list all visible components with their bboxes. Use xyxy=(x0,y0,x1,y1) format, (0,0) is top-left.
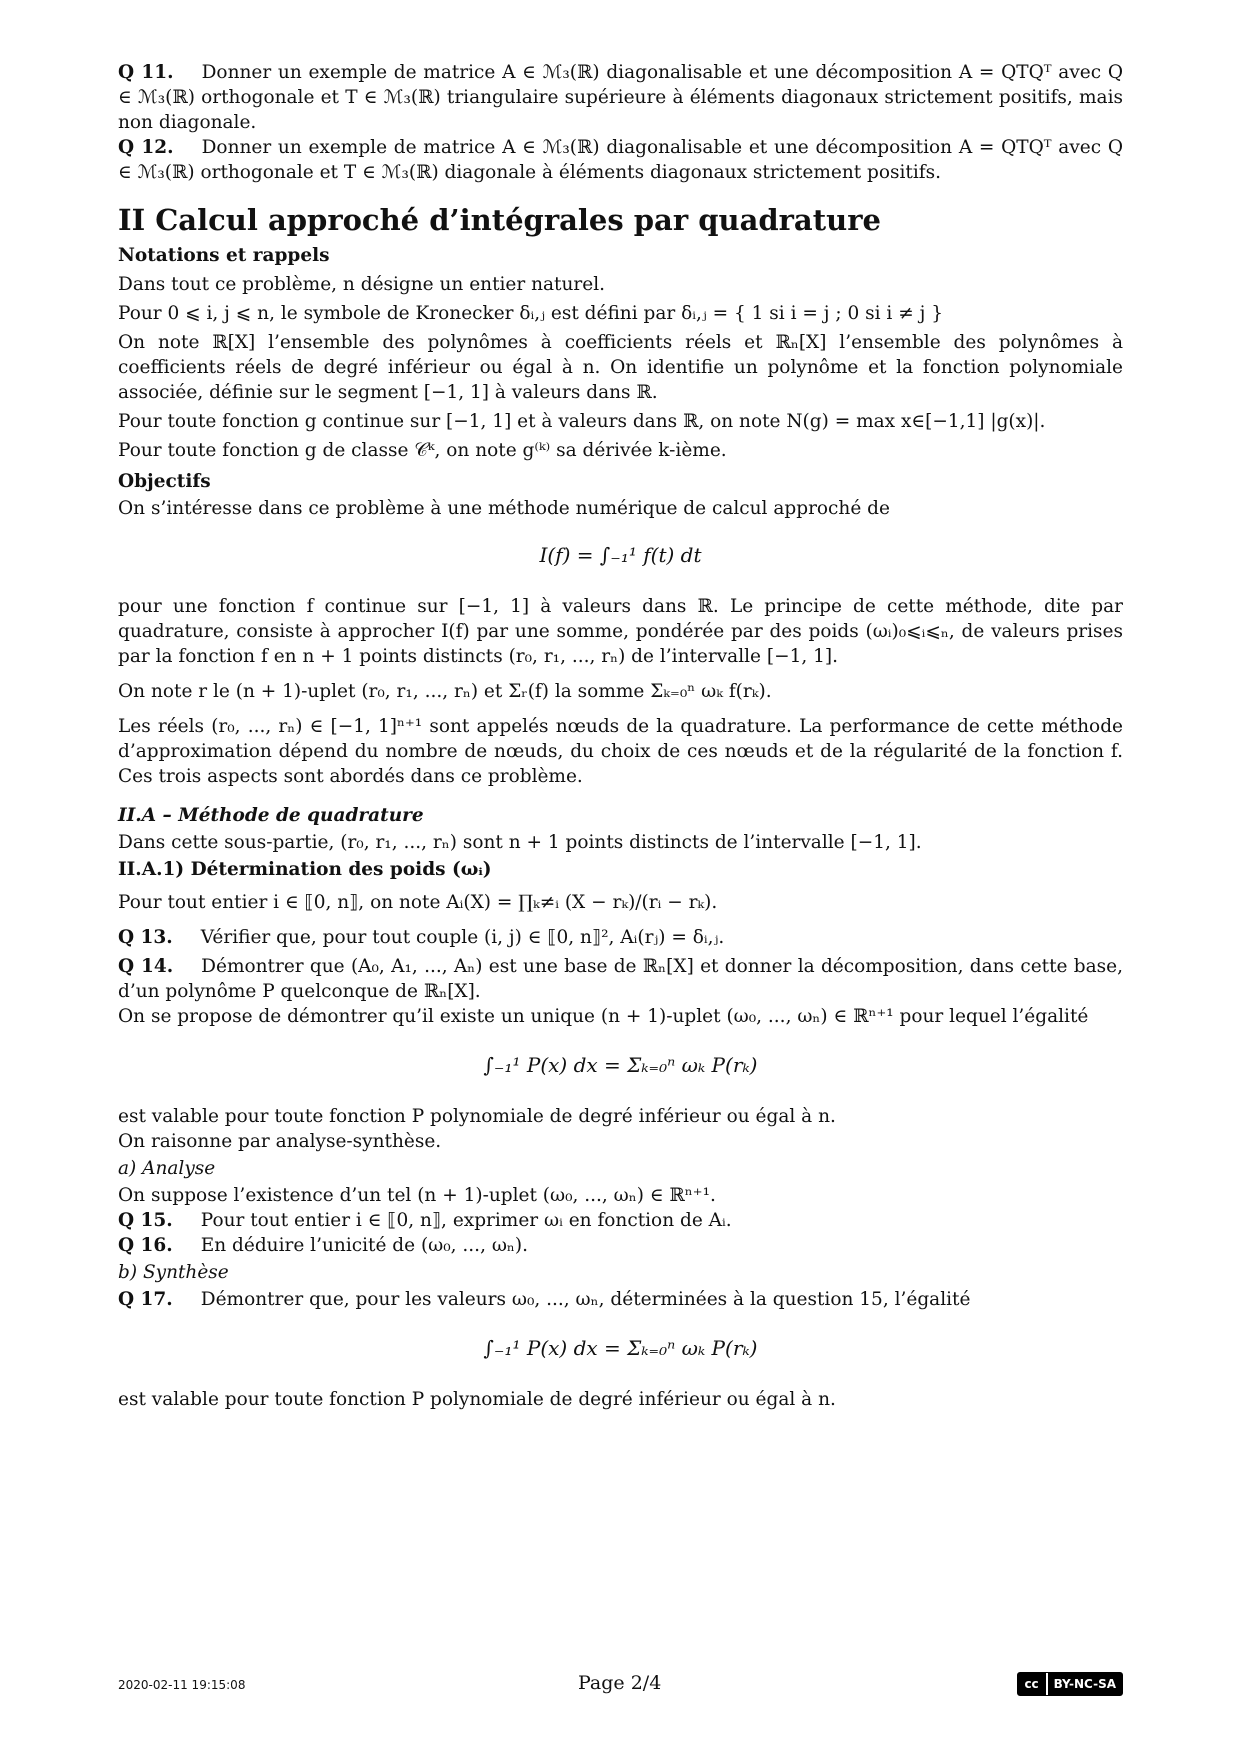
part-b-title: b) Synthèse xyxy=(118,1262,229,1283)
question-15 xyxy=(118,1208,1123,1233)
question-11 xyxy=(118,60,1123,135)
paragraph: pour une fonction f continue sur [−1, 1] à valeurs dans ℝ. Le principe de cette méthode, dite par quadrature, consiste à approcher I(f) par une somme, pondérée par des poids (ωᵢ)₀⩽ᵢ⩽ₙ, de valeurs prises par la fonction f en n + 1 points distincts (r₀, r₁, ..., rₙ) de l’intervalle [−1, 1]. xyxy=(118,596,1123,667)
question-label: Q 13. xyxy=(118,927,173,948)
paragraph: On suppose l’existence d’un tel (n + 1)-uplet (ω₀, ..., ωₙ) ∈ ℝⁿ⁺¹. xyxy=(118,1185,716,1206)
question-text: Pour tout entier i ∈ ⟦0, n⟧, exprimer ωᵢ en fonction de Aᵢ. xyxy=(200,1210,732,1231)
page-number: Page 2/4 xyxy=(578,1672,662,1694)
question-text: Démontrer que (A₀, A₁, ..., Aₙ) est une base de ℝₙ[X] et donner la décomposition, dans cette base, d’un polynôme P quelconque de ℝₙ[X]. xyxy=(118,956,1123,1002)
question-text: En déduire l’unicité de (ω₀, ..., ωₙ). xyxy=(200,1235,529,1256)
paragraph: On s’intéresse dans ce problème à une méthode numérique de calcul approché de xyxy=(118,498,890,519)
norm-definition: Pour toute fonction g continue sur [−1, 1] et à valeurs dans ℝ, on note N(g) = max x∈[−1,1] |g(x)|. xyxy=(118,411,1046,432)
paragraph: Dans tout ce problème, n désigne un entier naturel. xyxy=(118,274,605,295)
question-14 xyxy=(118,954,1123,1004)
paragraph: On note ℝ[X] l’ensemble des polynômes à coefficients réels et ℝₙ[X] l’ensemble des polynômes à coefficients réels de degré inférieur ou égal à n. On identifie un polynôme et la fonction polynomiale associée, définie sur le segment [−1, 1] à valeurs dans ℝ. xyxy=(118,332,1123,403)
paragraph: On se propose de démontrer qu’il existe un unique (n + 1)-uplet (ω₀, ..., ωₙ) ∈ ℝⁿ⁺¹ pour lequel l’égalité xyxy=(118,1006,1089,1027)
page-footer xyxy=(118,1672,1123,1696)
section-title: II Calcul approché d’intégrales par quadrature xyxy=(118,203,881,237)
subsection-title: II.A – Méthode de quadrature xyxy=(118,805,424,826)
question-label: Q 15. xyxy=(118,1210,173,1231)
question-label: Q 11. xyxy=(118,62,174,83)
notations-heading: Notations et rappels xyxy=(118,245,330,266)
paragraph: Dans cette sous-partie, (r₀, r₁, ..., rₙ) sont n + 1 points distincts de l’intervalle [−1, 1]. xyxy=(118,832,922,853)
paragraph: Pour toute fonction g de classe 𝒞ᵏ, on note g⁽ᵏ⁾ sa dérivée k-ième. xyxy=(118,440,727,461)
subsubsection-title: II.A.1) Détermination des poids (ωᵢ) xyxy=(118,859,492,880)
footer-date: 2020-02-11 19:15:08 xyxy=(118,1678,246,1692)
paragraph: est valable pour toute fonction P polynomiale de degré inférieur ou égal à n. xyxy=(118,1389,836,1410)
question-13 xyxy=(118,925,1123,950)
question-16 xyxy=(118,1233,1123,1258)
question-label: Q 17. xyxy=(118,1289,173,1310)
cc-icon: cc xyxy=(1018,1673,1046,1695)
paragraph: On raisonne par analyse-synthèse. xyxy=(118,1131,442,1152)
question-text: Donner un exemple de matrice A ∈ ℳ₃(ℝ) diagonalisable et une décomposition A = QTQᵀ avec Q ∈ ℳ₃(ℝ) orthogonale et T ∈ ℳ₃(ℝ) diagonale à éléments diagonaux strictement positifs. xyxy=(118,137,1123,183)
question-text: Vérifier que, pour tout couple (i, j) ∈ ⟦0, n⟧², Aᵢ(rⱼ) = δᵢ,ⱼ. xyxy=(200,927,725,948)
paragraph: est valable pour toute fonction P polynomiale de degré inférieur ou égal à n. xyxy=(118,1106,836,1127)
equation-integral: I(f) = ∫₋₁¹ f(t) dt xyxy=(539,543,702,567)
paragraph: On note r le (n + 1)-uplet (r₀, r₁, ..., rₙ) et Σᵣ(f) la somme Σₖ₌₀ⁿ ωₖ f(rₖ). xyxy=(118,681,772,702)
kronecker-definition: Pour 0 ⩽ i, j ⩽ n, le symbole de Kronecker δᵢ,ⱼ est défini par δᵢ,ⱼ = { 1 si i = j ; 0 si i ≠ j } xyxy=(118,303,944,324)
objectifs-heading: Objectifs xyxy=(118,471,211,492)
question-17 xyxy=(118,1287,1123,1312)
paragraph: Les réels (r₀, ..., rₙ) ∈ [−1, 1]ⁿ⁺¹ sont appelés nœuds de la quadrature. La performance de cette méthode d’approximation dépend du nombre de nœuds, du choix de ces nœuds et de la régularité de la fonction f. Ces trois aspects sont abordés dans ce problème. xyxy=(118,716,1123,787)
lagrange-definition: Pour tout entier i ∈ ⟦0, n⟧, on note Aᵢ(X) = ∏ₖ≠ᵢ (X − rₖ)/(rᵢ − rₖ). xyxy=(118,892,718,913)
document-page xyxy=(118,60,1123,1412)
part-a-title: a) Analyse xyxy=(118,1158,216,1179)
equation-quadrature: ∫₋₁¹ P(x) dx = Σₖ₌₀ⁿ ωₖ P(rₖ) xyxy=(483,1053,758,1077)
question-label: Q 14. xyxy=(118,956,174,977)
question-12 xyxy=(118,135,1123,185)
question-text: Donner un exemple de matrice A ∈ ℳ₃(ℝ) diagonalisable et une décomposition A = QTQᵀ avec Q ∈ ℳ₃(ℝ) orthogonale et T ∈ ℳ₃(ℝ) triangulaire supérieure à éléments diagonaux strictement positifs, mais non diagonale. xyxy=(118,62,1123,133)
license-text: BY-NC-SA xyxy=(1048,1673,1122,1695)
question-text: Démontrer que, pour les valeurs ω₀, ..., ωₙ, déterminées à la question 15, l’égalité xyxy=(200,1289,971,1310)
license-badge xyxy=(1017,1672,1123,1696)
question-label: Q 16. xyxy=(118,1235,173,1256)
question-label: Q 12. xyxy=(118,137,174,158)
equation-quadrature-synthesis: ∫₋₁¹ P(x) dx = Σₖ₌₀ⁿ ωₖ P(rₖ) xyxy=(483,1336,758,1360)
